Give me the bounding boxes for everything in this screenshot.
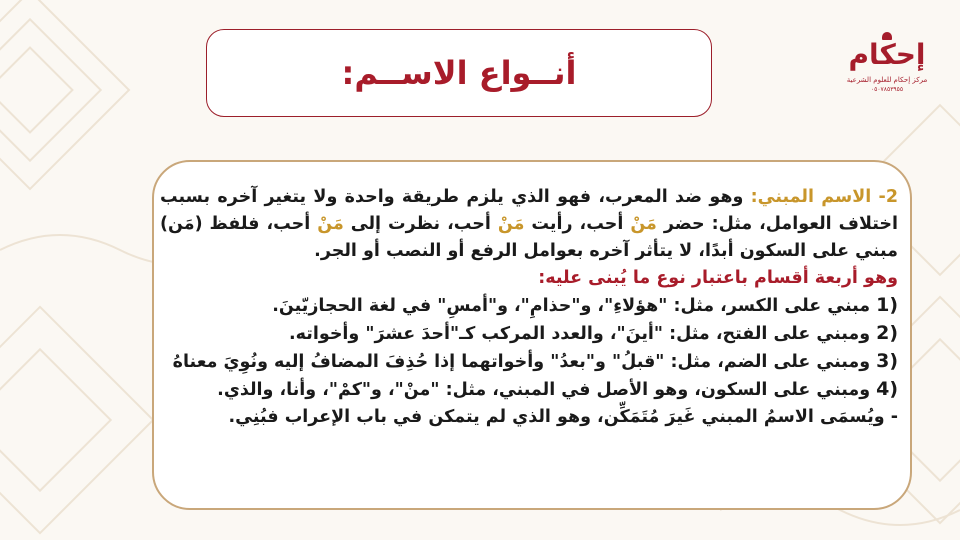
paragraph-number: 2- xyxy=(878,187,898,207)
intro-paragraph xyxy=(160,184,898,265)
list-number: 2) xyxy=(876,322,898,344)
list-text: ومبني على السكون، وهو الأصل في المبني، مثل: "منْ"، و"كمْ"، وأنا، والذي. xyxy=(217,380,871,400)
paragraph-text-c: أحب، نظرت إلى xyxy=(343,214,498,234)
term-heading: الاسم المبني: xyxy=(750,187,872,207)
list-item xyxy=(160,376,898,404)
subheading: وهو أربعة أقسام باعتبار نوع ما يُبنى عليه: xyxy=(538,268,898,288)
list-item xyxy=(160,320,898,348)
logo xyxy=(846,32,928,96)
list-number: 3) xyxy=(876,350,898,372)
list-text: مبني على الكسر، مثل: "هؤلاءِ"، و"حذامِ"، و"أمسِ" في لغة الحجازيّينَ. xyxy=(272,296,871,316)
list-text: ومبني على الفتح، مثل: "أينَ"، والعدد المركب كـ"أحدَ عشرَ" وأخواته. xyxy=(289,324,871,344)
closing-line: - ويُسمَى الاسمُ المبني غَيرَ مُتَمَكِّن، وهو الذي لم يتمكن في باب الإعراب فبُنِي. xyxy=(228,407,898,427)
example-man-2: مَنْ xyxy=(497,214,525,234)
list-item xyxy=(160,348,898,376)
list-item xyxy=(160,292,898,320)
list-text: ومبني على الضم، مثل: "قبلُ" و"بعدُ" وأخواتهما إذا حُذِفَ المضافُ إليه ونُوِيَ معناهُ xyxy=(172,352,871,372)
page-title: أنــواع الاســم: xyxy=(341,54,577,92)
example-man-1: مَنْ xyxy=(630,214,657,234)
title-box xyxy=(206,29,712,117)
logo-subtitle: مركز إحكام للعلوم الشرعية xyxy=(846,76,928,84)
list-number: 4) xyxy=(876,378,898,400)
list-number: 1) xyxy=(876,294,898,316)
paragraph-text-b: أحب، رأيت xyxy=(524,214,631,234)
logo-number: ٠٥٠٧٨٥٣٩٥٥ xyxy=(870,86,904,93)
logo-name: إحكام xyxy=(848,38,926,71)
paragraph-text-a: وهو ضد المعرب، فهو الذي يلزم طريقة واحدة ولا يتغير آخره بسبب اختلاف العوامل، مثل: حضر xyxy=(160,187,899,234)
example-man-3: مَنْ xyxy=(317,214,344,234)
paragraph-text-d: أحب، فلفظ (مَن) مبني على السكون أبدًا، لا يتأثر آخره بعوامل الرفع أو النصب أو الجر. xyxy=(160,214,898,261)
content xyxy=(160,184,898,431)
